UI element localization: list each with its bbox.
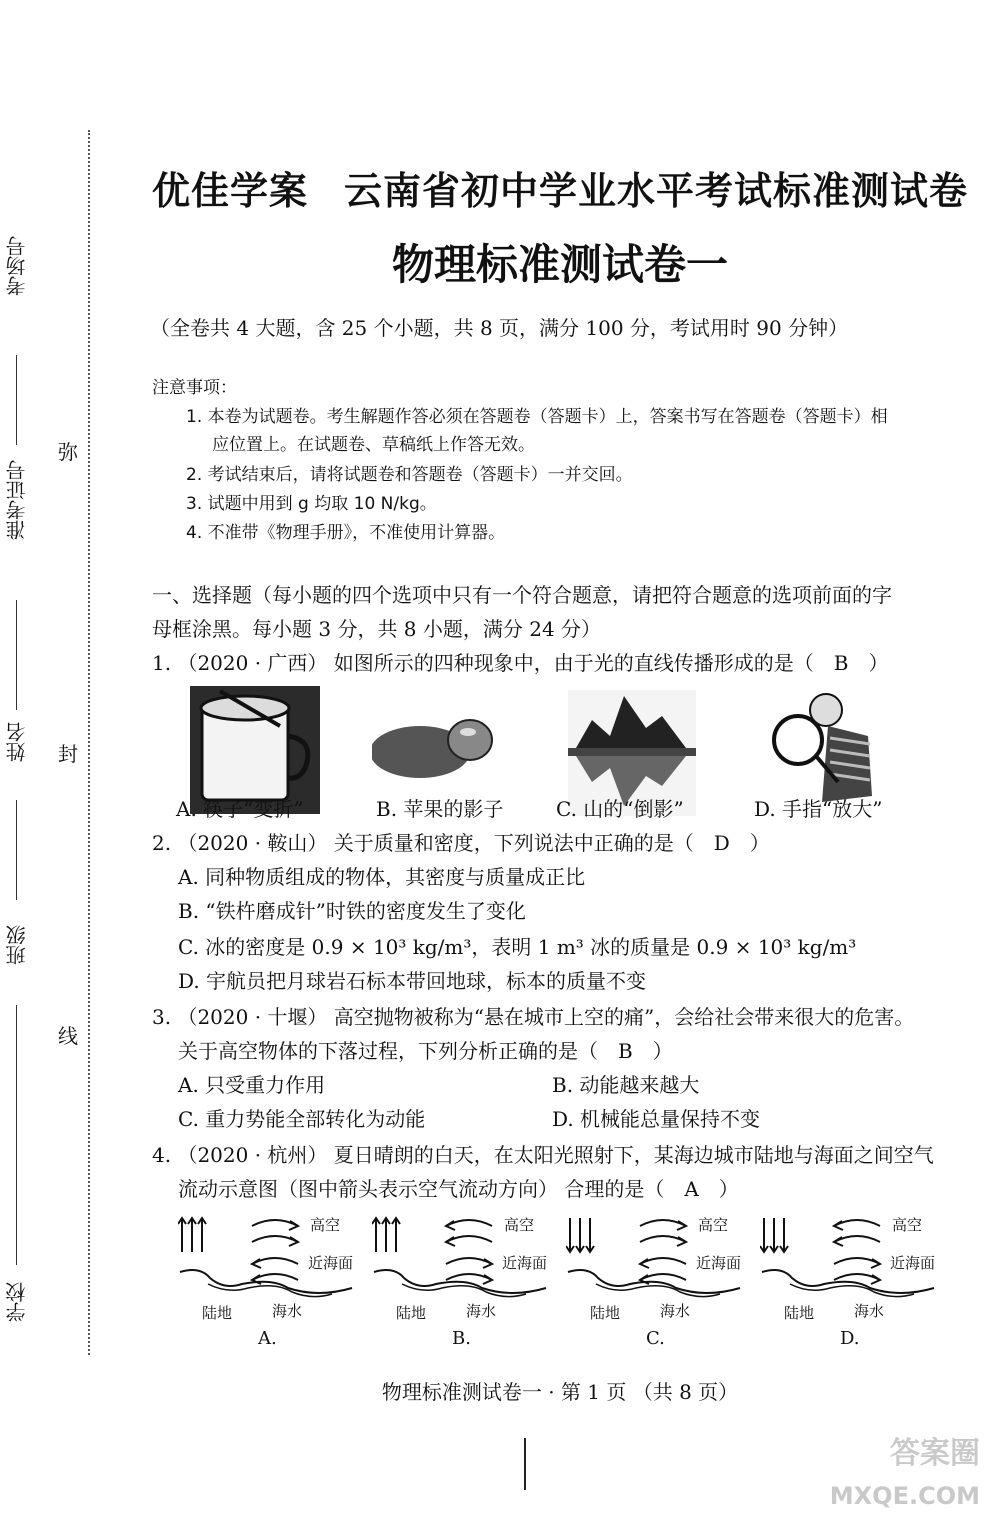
apple-shadow-image	[372, 692, 496, 792]
name-rule	[16, 800, 17, 900]
note-item: 1. 本卷为试题卷。考生解题作答必须在答题卷（答题卡）上，答案书写在答题卷（答题卡）相	[186, 407, 888, 427]
label-land: 陆地	[396, 1304, 427, 1322]
class-rule	[16, 1005, 17, 1265]
name-label: 姓名	[5, 722, 29, 762]
school-label: 学校	[5, 1282, 29, 1322]
q1-option-d: D. 手指“放大”	[754, 797, 883, 821]
label-high-altitude: 高空	[504, 1216, 535, 1234]
section-heading: 一、选择题（每小题的四个选项中只有一个符合题意，请把符合题意的选项前面的字	[152, 583, 892, 607]
airflow-diagram-d	[760, 1210, 950, 1355]
q2-option-b: B. “铁杵磨成针”时铁的密度发生了变化	[178, 899, 526, 923]
magnifier-finger-image	[768, 686, 876, 804]
series-title	[60, 160, 1000, 215]
question-1-stem: 1. （2020 · 广西） 如图所示的四种现象中，由于光的直线传播形成的是（ B ）	[152, 651, 889, 675]
q4-option-b: B.	[452, 1328, 471, 1349]
label-near-sea-surface: 近海面	[696, 1254, 742, 1272]
q1-option-c: C. 山的“倒影”	[556, 797, 684, 821]
q4-option-d: D.	[840, 1328, 860, 1349]
q4-option-a: A.	[258, 1328, 277, 1349]
note-item: 3. 试题中用到 g 均取 10 N/kg。	[186, 494, 437, 514]
label-land: 陆地	[202, 1304, 233, 1322]
seal-char-feng: 封	[58, 742, 78, 766]
label-land: 陆地	[784, 1304, 815, 1322]
airflow-diagram-b	[372, 1210, 562, 1355]
airflow-diagram-a	[178, 1210, 368, 1355]
paper-title: 物理标准测试卷一	[391, 240, 728, 289]
class-label: 班级	[5, 925, 29, 965]
binding-dotted-line	[88, 130, 90, 1355]
q1-option-b: B. 苹果的影子	[376, 797, 504, 821]
section-heading-cont: 母框涂黑。每小题 3 分，共 8 小题，满分 24 分）	[152, 617, 602, 641]
note-item: 2. 考试结束后，请将试题卷和答题卷（答题卡）一并交回。	[186, 465, 633, 485]
q2-option-a: A. 同种物质组成的物体，其密度与质量成正比	[178, 865, 586, 889]
notes-heading: 注意事项：	[152, 378, 237, 398]
admission-number-label: 准考证号	[5, 460, 29, 540]
label-sea-water: 海水	[854, 1302, 885, 1320]
exam-room-rule	[16, 355, 17, 445]
q1-option-a: A. 筷子“变折”	[176, 797, 304, 821]
seal-char-mi: 弥	[58, 440, 78, 464]
label-high-altitude: 高空	[892, 1216, 923, 1234]
label-sea-water: 海水	[660, 1302, 691, 1320]
q4-option-c: C.	[646, 1328, 665, 1349]
label-sea-water: 海水	[466, 1302, 497, 1320]
label-high-altitude: 高空	[310, 1216, 341, 1234]
note-item: 4. 不准带《物理手册》，不准使用计算器。	[186, 523, 506, 543]
q3-option-c: C. 重力势能全部转化为动能	[178, 1107, 426, 1131]
question-4-stem: 4. （2020 · 杭州） 夏日晴朗的白天，在太阳光照射下，某海边城市陆地与海面之间空气	[152, 1143, 934, 1167]
label-high-altitude: 高空	[698, 1216, 729, 1234]
label-sea-water: 海水	[272, 1302, 303, 1320]
q2-option-c: C. 冰的密度是 0.9 × 10³ kg/m³，表明 1 m³ 冰的质量是 0.9 × 10³ kg/m³	[178, 935, 857, 959]
airflow-diagram-c	[566, 1210, 756, 1355]
note-item: 应位置上。在试题卷、草稿纸上作答无效。	[212, 435, 535, 455]
watermark-site: MXQE.COM	[829, 1482, 980, 1510]
question-2-stem: 2. （2020 · 鞍山） 关于质量和密度，下列说法中正确的是（ D ）	[152, 831, 770, 855]
series-name: 云南省初中学业水平考试标准测试卷	[344, 168, 969, 213]
brand-name: 优佳学案	[151, 168, 308, 213]
admission-number-rule	[16, 600, 17, 710]
exam-room-label: 考场号	[5, 236, 29, 296]
label-near-sea-surface: 近海面	[890, 1254, 936, 1272]
q3-option-a: A. 只受重力作用	[178, 1073, 326, 1097]
seal-char-xian: 线	[58, 1024, 78, 1048]
question-4-stem-cont: 流动示意图（图中箭头表示空气流动方向） 合理的是（ A ）	[178, 1177, 739, 1201]
binding-mark	[524, 1438, 526, 1490]
label-near-sea-surface: 近海面	[308, 1254, 354, 1272]
question-3-stem: 3. （2020 · 十堰） 高空抛物被称为“悬在城市上空的痛”，会给社会带来很大的危害。	[152, 1005, 915, 1029]
label-land: 陆地	[590, 1304, 621, 1322]
q3-option-d: D. 机械能总量保持不变	[552, 1107, 761, 1131]
question-3-stem-cont: 关于高空物体的下落过程，下列分析正确的是（ B ）	[178, 1039, 673, 1063]
watermark-logo: 答案圈	[890, 1436, 980, 1471]
q2-option-d: D. 宇航员把月球岩石标本带回地球，标本的质量不变	[178, 969, 647, 993]
q3-option-b: B. 动能越来越大	[552, 1073, 700, 1097]
label-near-sea-surface: 近海面	[502, 1254, 548, 1272]
paper-subtitle: （全卷共 4 大题，含 25 个小题，共 8 页，满分 100 分，考试用时 90 分钟）	[150, 316, 849, 340]
page-footer: 物理标准测试卷一 · 第 1 页 （共 8 页）	[381, 1380, 739, 1404]
